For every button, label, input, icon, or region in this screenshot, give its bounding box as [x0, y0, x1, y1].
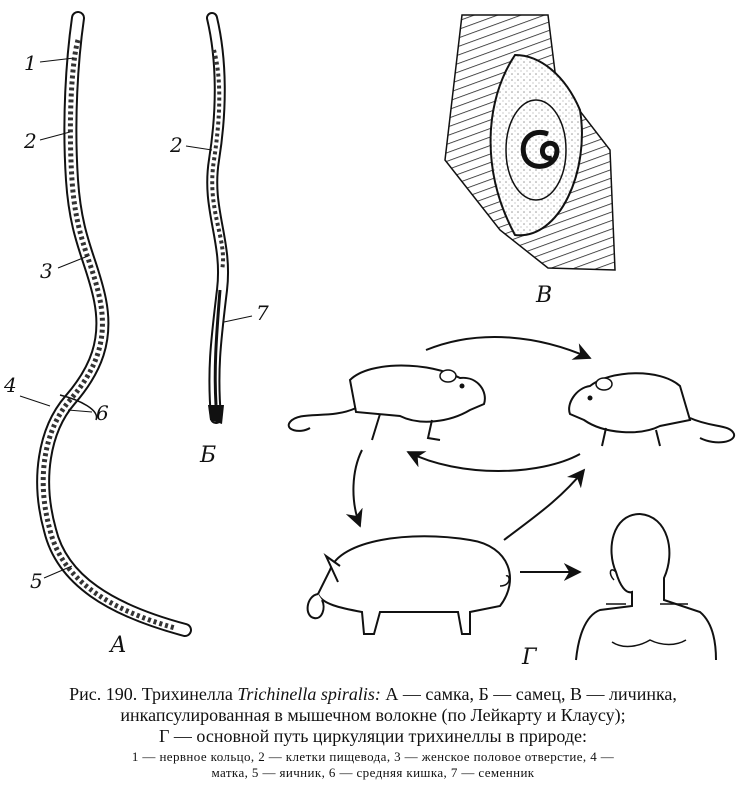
- legend-line-1: 1 — нервное кольцо, 2 — клетки пищевода, 3 — женское половое отверстие, 4 —: [131, 749, 615, 764]
- caption-legend: [14, 749, 732, 781]
- male-worm-drawing: [208, 18, 224, 424]
- caption-text-d: Г — основной путь циркуляции трихинеллы в природе:: [158, 726, 587, 746]
- label-7: 7: [256, 301, 269, 325]
- panel-label-b: Б: [200, 443, 217, 468]
- label-6: 6: [96, 401, 109, 425]
- caption-latin-name: Trichinella spiralis:: [237, 684, 381, 704]
- label-b-2: 2: [170, 133, 183, 157]
- caption-text-c: В — личинка, инкапсулированная в мышечном волокне (по Лейкарту и Клаусу);: [120, 684, 677, 725]
- rat-right-drawing: [569, 373, 734, 446]
- panel-label-d: Г: [522, 645, 537, 670]
- rat-left-drawing: [289, 366, 485, 441]
- label-1: 1: [24, 51, 37, 75]
- label-5: 5: [30, 569, 43, 593]
- label-3: 3: [40, 259, 53, 283]
- panel-label-c: В: [536, 283, 553, 308]
- pig-drawing: [308, 536, 510, 634]
- label-2: 2: [24, 129, 37, 153]
- caption-text-a: А — самка,: [380, 684, 479, 704]
- label-4: 4: [4, 373, 17, 397]
- encapsulated-larva-drawing: [445, 15, 615, 308]
- female-worm-drawing: [43, 18, 185, 630]
- caption-title: Трихинелла: [141, 684, 233, 704]
- human-drawing: [576, 514, 716, 660]
- legend-line-2: матка, 5 — яичник, 6 — средняя кишка, 7 — семенник: [211, 765, 535, 780]
- caption-text-b: Б — самец,: [478, 684, 571, 704]
- caption-main: [14, 684, 732, 747]
- circulation-cycle-drawing: [289, 337, 734, 670]
- figure-caption: [14, 684, 732, 781]
- panel-label-a: А: [110, 633, 127, 658]
- caption-fig-number: Рис. 190.: [69, 684, 138, 704]
